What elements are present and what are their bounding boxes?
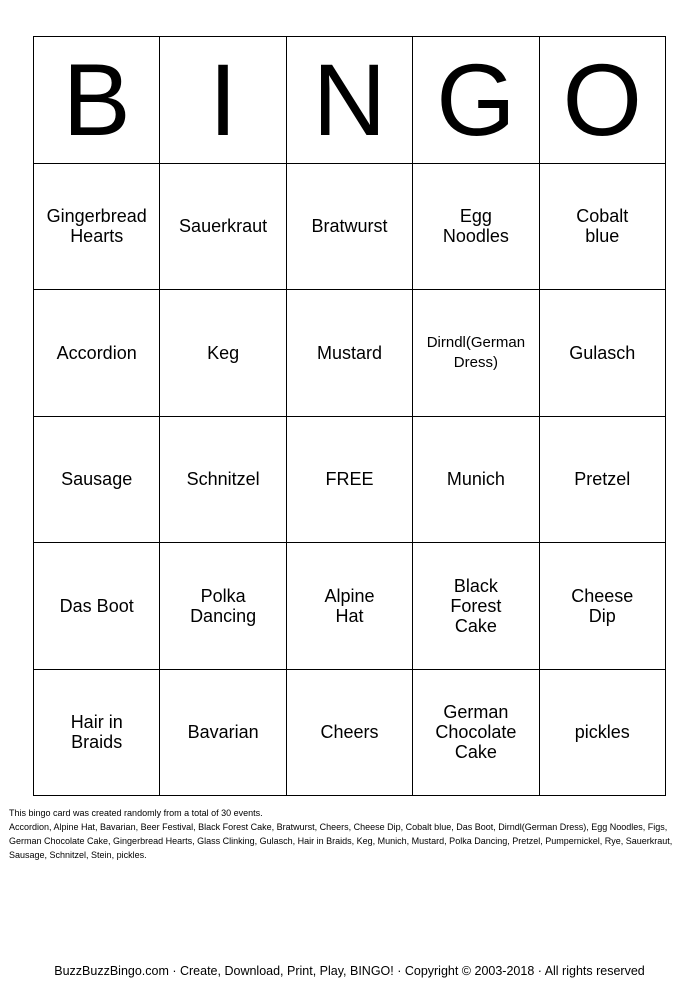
bingo-card — [33, 36, 666, 796]
cell-label: Gulasch — [569, 342, 636, 363]
cell-label: Dirndl(German Dress) — [426, 333, 526, 371]
cell-label: pickles — [574, 722, 630, 743]
page-footer: BuzzBuzzBingo.com · Create, Download, Print, Play, BINGO! · Copyright © 2003-2018 · All rights reserved — [54, 964, 645, 978]
bingo-row — [34, 163, 666, 290]
cell-label: Pretzel — [574, 469, 631, 490]
cell-label: Cheese Dip — [571, 585, 634, 626]
cell-label: German Chocolate Cake — [435, 702, 517, 763]
cell-label: Sauerkraut — [179, 216, 268, 237]
bingo-row — [34, 543, 666, 670]
bingo-cell — [413, 543, 539, 670]
cell-label: FREE — [325, 469, 374, 490]
bingo-cell — [539, 543, 665, 670]
bingo-cell — [160, 416, 286, 543]
cell-label: Alpine Hat — [324, 585, 375, 626]
cell-label: Sausage — [61, 469, 133, 490]
cell-label: Black Forest Cake — [450, 575, 502, 636]
header-letter-g: G — [413, 37, 539, 164]
bingo-row — [34, 290, 666, 417]
bingo-row — [34, 416, 666, 543]
bingo-cell — [34, 163, 160, 290]
bingo-cell — [286, 543, 412, 670]
bingo-cell — [160, 163, 286, 290]
header-letter-i: I — [160, 37, 286, 164]
header-row — [34, 37, 666, 164]
bingo-cell — [34, 290, 160, 417]
cell-label: Accordion — [56, 342, 137, 363]
card-notes — [9, 806, 681, 862]
bingo-cell — [34, 543, 160, 670]
bingo-cell — [286, 163, 412, 290]
cell-label: Cheers — [320, 722, 379, 743]
bingo-cell — [539, 163, 665, 290]
bingo-cell — [34, 669, 160, 796]
bingo-cell — [160, 290, 286, 417]
cell-label: Das Boot — [59, 595, 134, 616]
bingo-cell — [160, 669, 286, 796]
bingo-cell — [286, 290, 412, 417]
bingo-cell — [160, 543, 286, 670]
cell-label: Cobalt blue — [576, 206, 629, 247]
bingo-cell — [539, 416, 665, 543]
header-letter-b: B — [34, 37, 160, 164]
bingo-cell — [413, 290, 539, 417]
header-letter-o: O — [539, 37, 665, 164]
bingo-cell — [34, 416, 160, 543]
cell-label: Gingerbread Hearts — [46, 206, 147, 247]
notes-intro: This bingo card was created randomly from a total of 30 events. — [9, 808, 263, 818]
cell-label: Hair in Braids — [70, 712, 123, 753]
bingo-row — [34, 669, 666, 796]
cell-label: Mustard — [316, 342, 382, 363]
header-letter-n: N — [286, 37, 412, 164]
bingo-cell — [413, 163, 539, 290]
notes-event-list: Accordion, Alpine Hat, Bavarian, Beer Festival, Black Forest Cake, Bratwurst, Cheers, Cheese Dip, Cobalt blue, Das Boot, Dirndl(German Dress), Egg Noodles, Figs, German Chocolate Cake, Gingerbread Hearts, Glass Clinking, Gulasch, Hair in Braids, Keg, Munich, Mustard, Polka Dancing, Pretzel, Pumpernickel, Rye, Sauerkraut, Sausage, Schnitzel, Stein, pickles. — [9, 822, 673, 860]
bingo-cell — [286, 669, 412, 796]
cell-label: Schnitzel — [186, 469, 260, 490]
cell-label: Bratwurst — [311, 216, 388, 237]
bingo-cell — [413, 669, 539, 796]
cell-label: Keg — [207, 342, 240, 363]
bingo-cell — [413, 416, 539, 543]
cell-label: Munich — [446, 469, 505, 490]
bingo-cell — [539, 290, 665, 417]
cell-label: Polka Dancing — [190, 585, 257, 626]
cell-label: Bavarian — [187, 722, 259, 743]
bingo-cell — [539, 669, 665, 796]
cell-label: Egg Noodles — [442, 206, 509, 247]
free-space-cell — [286, 416, 412, 543]
